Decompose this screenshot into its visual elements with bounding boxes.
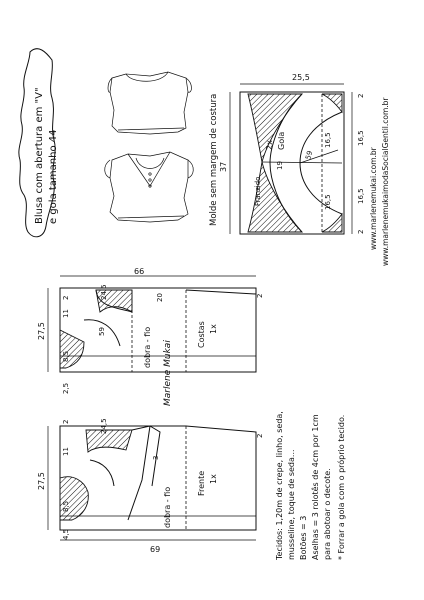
costas-mid-dim: 20 [156,293,164,302]
title-cloud [19,49,59,237]
gola-right-a: 16,5 [357,130,365,146]
gola-radius: 59 [304,149,315,161]
credit-url2: www.marlenemukaimodaSocialGentil.com.br [381,97,390,266]
costas-length: 66 [134,267,145,276]
frente-v-neck [128,426,150,520]
gola-width: 25,5 [292,73,310,82]
gola-right-b: 16,5 [357,188,365,204]
costas-small2: 2,5 [62,382,70,394]
costas-fold-label: dobra - fio [143,326,152,368]
costas-neck-dim: 11 [62,309,70,318]
credit-url1: www.marlenemukai.com.br [369,147,378,250]
note-line: para abotoar o decote. [323,468,332,560]
frente-neck-dim: 11 [62,447,70,456]
note-line: Botões = 3 [299,515,308,560]
signature: Marlene Mukai [163,340,173,406]
blouse-sketch-front [105,152,194,222]
gola-count: 2x [265,140,274,150]
title-line2: e gola tamanho 44 [48,129,59,224]
frente-fold-label: dobra - fio [163,486,172,528]
frente-v-dim: 3 [152,455,160,460]
costas-name: Costas [197,321,206,348]
frente-armhole: 8,5 [62,500,70,512]
blouse-sketch-back [108,72,192,134]
gola-hatch-corner-bottom [322,214,342,232]
costas-top-dim: 24,5 [100,284,108,300]
gola-height: 37 [219,161,228,172]
frente-length: 69 [150,545,161,554]
costas-center: 2 [256,293,264,298]
note-line: * Forrar a gola com o próprio tecido. [337,414,346,560]
costas-hem-curve [186,290,256,294]
frente-side-dim: 27,5 [37,472,46,490]
gola-inner: 19 [276,161,284,170]
frente-armhole-hatch [60,477,88,520]
frente-pattern [37,418,264,554]
notes-block [275,411,346,561]
frente-center: 2 [256,433,264,438]
frente-shoulder-hatch [86,430,132,452]
note-line: Tecidos: 1,20m de crepe, linho, seda, [275,411,284,560]
costas-pattern [37,267,264,394]
costas-count: 1x [209,324,218,334]
frente-armhole [90,460,114,486]
title-line1: Blusa com abertura em "V" [34,87,45,224]
gola-seg-top: 2 [357,93,365,98]
gola-hatch-corner-top [322,94,342,112]
costas-curve: 59 [98,327,106,336]
costas-side-dim: 27,5 [37,322,46,340]
note-line: Aselhas = 3 rolotês de 4cm por 1cm [311,414,320,560]
gola-hatch-top [248,94,302,162]
frente-small2: 2 [62,419,70,424]
gola-piece: Franzido [254,176,262,206]
frente-small1: 4,5 [62,528,70,540]
mold-note: Molde sem margem de costura [209,93,219,226]
note-line: musseline, toque de seda... [287,449,296,560]
gola-seg-c: 2 [357,229,365,234]
costas-small1: 2 [62,295,70,300]
gola-pattern [219,73,365,234]
frente-name: Frente [197,470,206,496]
frente-top-dim: 24,5 [100,418,108,434]
gola-name: Gola [277,131,286,150]
gola-seg-b: 16,5 [324,194,332,210]
gola-seg-a: 16,5 [324,132,332,148]
frente-count: 1x [209,474,218,484]
costas-armhole: 8,5 [62,350,70,362]
